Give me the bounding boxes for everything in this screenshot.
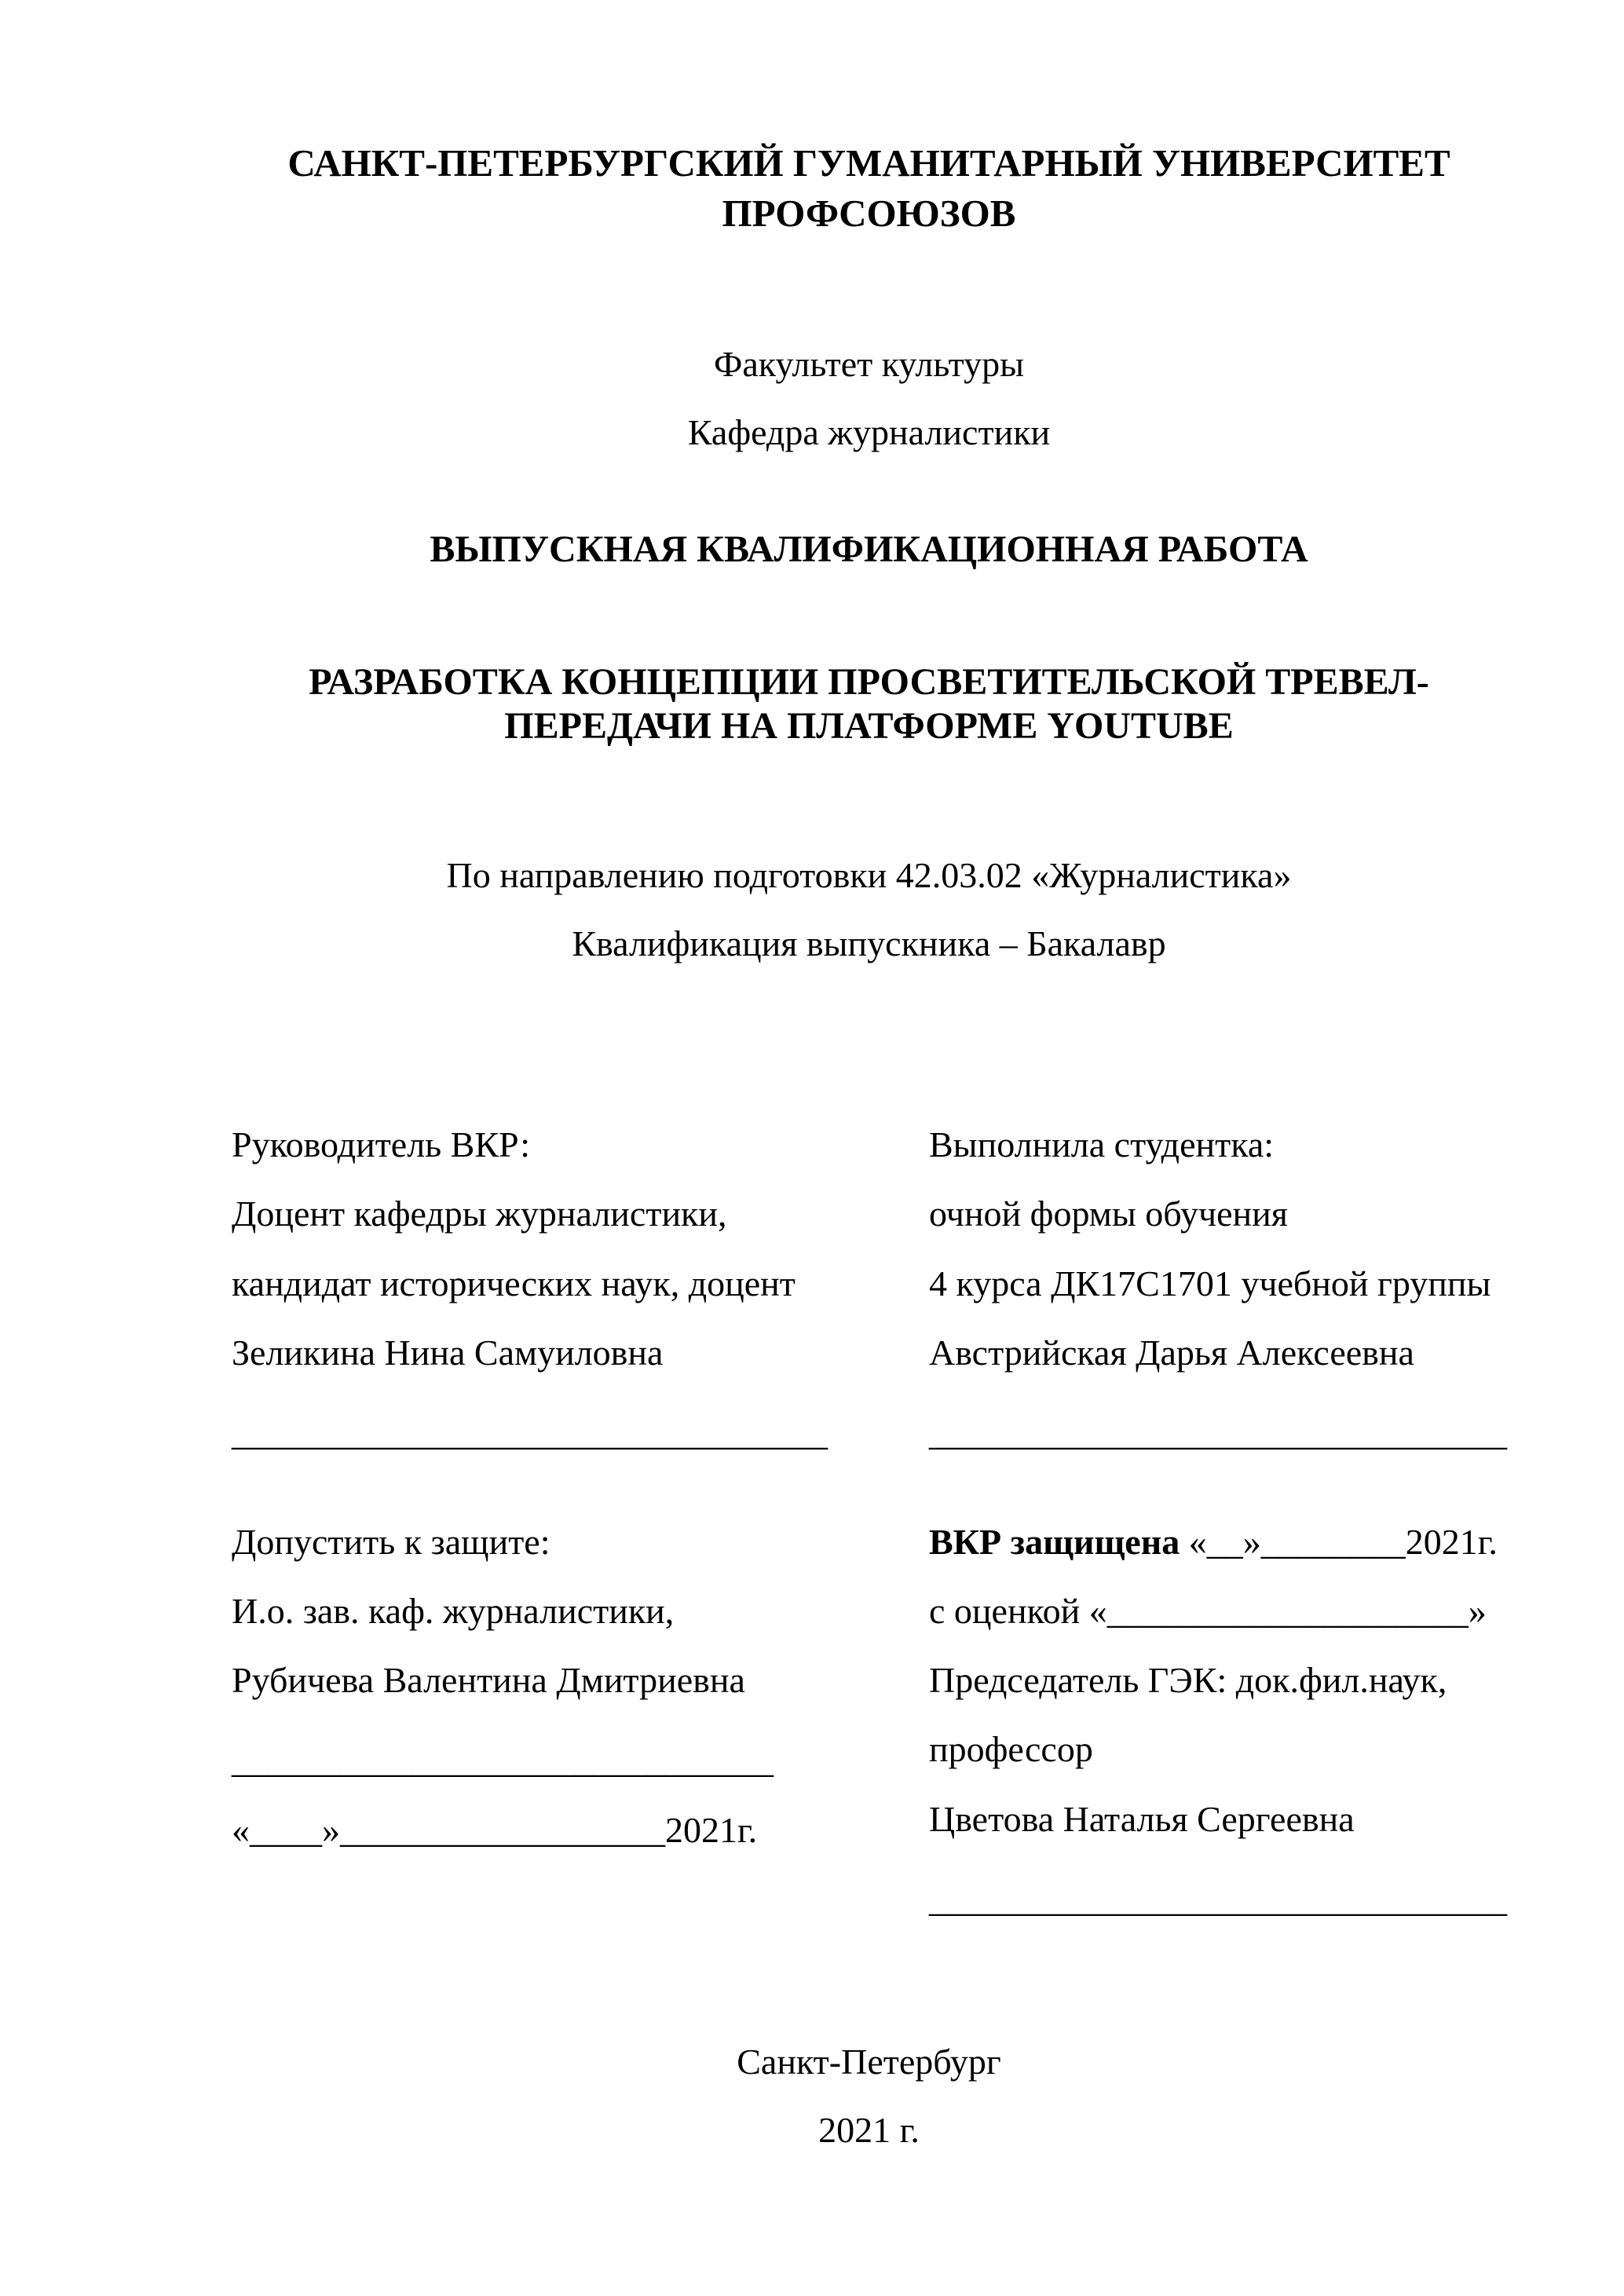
city: Санкт-Петербург xyxy=(737,2042,1001,2082)
admission-date-line: «____»__________________2021г. xyxy=(232,1809,758,1850)
supervisor-student-block xyxy=(232,1110,1506,1468)
defense-grade-line: с оценкой «____________________» xyxy=(929,1590,1487,1631)
admission-name: Рубичева Валентина Дмитриевна xyxy=(232,1660,745,1701)
university-name-line1: САНКТ-ПЕТЕРБУРГСКИЙ ГУМАНИТАРНЫЙ УНИВЕРСИТЕТ xyxy=(287,141,1450,185)
work-type-heading: ВЫПУСКНАЯ КВАЛИФИКАЦИОННАЯ РАБОТА xyxy=(430,528,1308,571)
defense-chair-position-line2: профессор xyxy=(929,1729,1093,1770)
defense-chair-position-line1: Председатель ГЭК: док.фил.наук, xyxy=(929,1660,1447,1701)
supervisor-position-line1: Доцент кафедры журналистики, xyxy=(232,1194,727,1234)
admission-position: И.о. зав. каф. журналистики, xyxy=(232,1590,675,1631)
defense-status-line xyxy=(929,1508,1507,1577)
thesis-title-line2: ПЕРЕДАЧИ НА ПЛАТФОРМЕ YOUTUBE xyxy=(504,705,1234,748)
admission-defense-block xyxy=(232,1508,1506,1935)
student-signature-line: ________________________________ xyxy=(929,1413,1507,1453)
admission-label: Допустить к защите: xyxy=(232,1521,550,1562)
supervisor-name: Зеликина Нина Самуиловна xyxy=(232,1332,664,1373)
student-name: Австрийская Дарья Алексеевна xyxy=(929,1332,1414,1373)
faculty-name: Факультет культуры xyxy=(714,344,1024,385)
program-direction: По направлению подготовки 42.03.02 «Журналистика» xyxy=(446,855,1292,896)
footer xyxy=(232,2028,1506,2165)
student-column xyxy=(929,1110,1507,1468)
student-label: Выполнила студентка: xyxy=(929,1124,1275,1164)
supervisor-signature-line: _________________________________ xyxy=(232,1413,828,1453)
university-name-line2: ПРОФСОЮЗОВ xyxy=(722,191,1016,235)
defense-status-rest: «__»________2021г. xyxy=(1180,1521,1498,1562)
supervisor-position-line2: кандидат исторических наук, доцент xyxy=(232,1263,796,1303)
defense-chair-name: Цветова Наталья Сергеевна xyxy=(929,1798,1355,1839)
faculty-block xyxy=(232,331,1506,467)
supervisor-column xyxy=(232,1110,827,1468)
year: 2021 г. xyxy=(818,2110,920,2151)
defense-signature-line: ________________________________ xyxy=(929,1879,1507,1920)
department-name: Кафедра журналистики xyxy=(687,412,1051,453)
qualification: Квалификация выпускника – Бакалавр xyxy=(572,923,1166,964)
defense-status-bold: ВКР защищена xyxy=(929,1521,1180,1562)
student-group: 4 курса ДК17С1701 учебной группы xyxy=(929,1263,1491,1303)
program-block xyxy=(232,842,1506,978)
thesis-title-line1: РАЗРАБОТКА КОНЦЕПЦИИ ПРОСВЕТИТЕЛЬСКОЙ ТРЕВЕЛ- xyxy=(309,660,1429,703)
admission-signature-line: ______________________________ xyxy=(232,1740,774,1781)
university-name xyxy=(232,138,1506,238)
defense-column xyxy=(929,1508,1507,1935)
supervisor-label: Руководитель ВКР: xyxy=(232,1124,531,1164)
admission-column xyxy=(232,1508,827,1866)
thesis-title xyxy=(232,660,1506,749)
student-study-form: очной формы обучения xyxy=(929,1194,1288,1234)
